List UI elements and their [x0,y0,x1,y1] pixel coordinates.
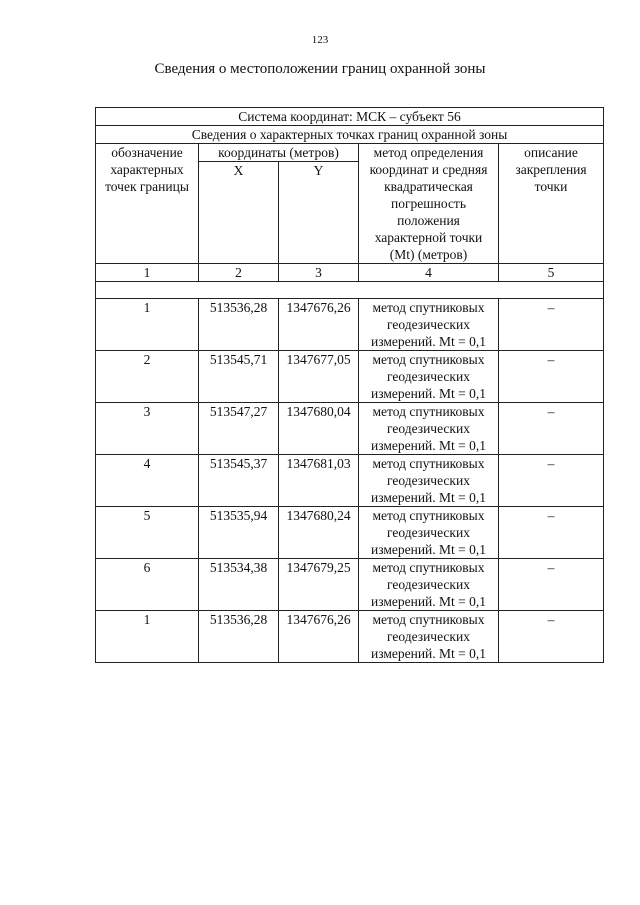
y-coordinate-cell: 1347676,26 [279,299,359,351]
point-cell: 5 [96,507,199,559]
fixing-cell: – [499,299,604,351]
point-cell: 4 [96,455,199,507]
document-title: Сведения о местоположении границ охранной зоны [154,61,486,77]
method-cell: метод спутниковых геодезических измерений. Mt = 0,1 [359,351,499,403]
table-row [96,403,604,455]
column-number: 3 [279,264,359,282]
blank-cell [96,282,604,299]
y-coordinate-cell: 1347679,25 [279,559,359,611]
fixing-cell: – [499,351,604,403]
header-x: X [199,162,279,264]
point-cell: 6 [96,559,199,611]
point-cell: 2 [96,351,199,403]
fixing-cell: – [499,455,604,507]
point-cell: 3 [96,403,199,455]
column-number: 1 [96,264,199,282]
header-method: метод определения координат и средняя квадратическая погрешность положения характерной точки (Mt) (метров) [359,144,499,264]
table-row [96,507,604,559]
header-coordinates: координаты (метров) [199,144,359,162]
header-designation: обозначение характерных точек границы [96,144,199,264]
boundary-points-table [95,107,604,663]
x-coordinate-cell: 513534,38 [199,559,279,611]
y-coordinate-cell: 1347680,04 [279,403,359,455]
method-cell: метод спутниковых геодезических измерений. Mt = 0,1 [359,611,499,663]
method-cell: метод спутниковых геодезических измерений. Mt = 0,1 [359,403,499,455]
table-row [96,611,604,663]
x-coordinate-cell: 513547,27 [199,403,279,455]
fixing-cell: – [499,611,604,663]
fixing-cell: – [499,403,604,455]
y-coordinate-cell: 1347677,05 [279,351,359,403]
header-fixing: описание закрепления точки [499,144,604,264]
fixing-cell: – [499,559,604,611]
x-coordinate-cell: 513536,28 [199,611,279,663]
table-row [96,299,604,351]
section-title: Сведения о характерных точках границ охранной зоны [96,126,604,144]
x-coordinate-cell: 513535,94 [199,507,279,559]
page-number: 123 [311,34,329,46]
blank-row [96,282,604,299]
method-cell: метод спутниковых геодезических измерений. Mt = 0,1 [359,559,499,611]
table-row [96,351,604,403]
y-coordinate-cell: 1347680,24 [279,507,359,559]
y-coordinate-cell: 1347681,03 [279,455,359,507]
x-coordinate-cell: 513545,71 [199,351,279,403]
fixing-cell: – [499,507,604,559]
column-number: 5 [499,264,604,282]
y-coordinate-cell: 1347676,26 [279,611,359,663]
method-cell: метод спутниковых геодезических измерений. Mt = 0,1 [359,507,499,559]
point-cell: 1 [96,611,199,663]
table-row [96,559,604,611]
table-row [96,455,604,507]
column-number: 2 [199,264,279,282]
point-cell: 1 [96,299,199,351]
method-cell: метод спутниковых геодезических измерений. Mt = 0,1 [359,299,499,351]
coordinate-system: Система координат: МСК – субъект 56 [96,108,604,126]
method-cell: метод спутниковых геодезических измерений. Mt = 0,1 [359,455,499,507]
column-number: 4 [359,264,499,282]
x-coordinate-cell: 513536,28 [199,299,279,351]
header-y: Y [279,162,359,264]
x-coordinate-cell: 513545,37 [199,455,279,507]
